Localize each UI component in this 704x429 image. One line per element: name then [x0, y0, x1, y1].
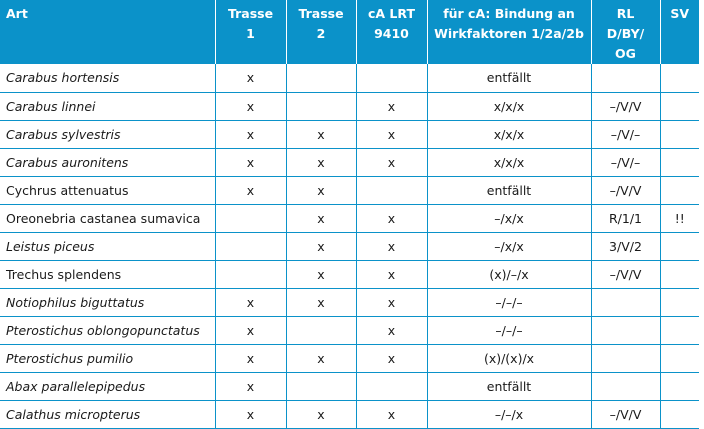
- table-row: [0, 372, 699, 400]
- table-row: [0, 232, 699, 260]
- header-art: Art: [0, 0, 215, 64]
- cell-art: Carabus linnei: [0, 92, 215, 120]
- cell-trasse-1: [215, 204, 286, 232]
- cell-rote-liste: –/V/–: [591, 148, 660, 176]
- cell-ca-lrt: x: [356, 316, 427, 344]
- cell-sv: [660, 148, 699, 176]
- cell-ca-lrt: x: [356, 232, 427, 260]
- cell-ca-lrt: x: [356, 148, 427, 176]
- cell-rote-liste: [591, 64, 660, 92]
- cell-rote-liste: 3/V/2: [591, 232, 660, 260]
- cell-rote-liste: R/1/1: [591, 204, 660, 232]
- cell-bindung: entfällt: [427, 64, 591, 92]
- cell-rote-liste: –/V/–: [591, 120, 660, 148]
- cell-trasse-2: [286, 92, 356, 120]
- cell-ca-lrt: [356, 64, 427, 92]
- cell-rote-liste: [591, 288, 660, 316]
- cell-sv: [660, 260, 699, 288]
- table-row: [0, 344, 699, 372]
- cell-sv: !!: [660, 204, 699, 232]
- table-row: [0, 120, 699, 148]
- cell-trasse-2: x: [286, 344, 356, 372]
- cell-rote-liste: –/V/V: [591, 176, 660, 204]
- cell-rote-liste: [591, 344, 660, 372]
- table-body: [0, 64, 699, 428]
- header-trasse-2: Trasse 2: [286, 0, 356, 64]
- table-row: [0, 148, 699, 176]
- cell-sv: [660, 176, 699, 204]
- cell-trasse-1: x: [215, 400, 286, 428]
- cell-rote-liste: [591, 316, 660, 344]
- cell-ca-lrt: x: [356, 260, 427, 288]
- cell-trasse-2: x: [286, 120, 356, 148]
- cell-trasse-2: [286, 372, 356, 400]
- cell-ca-lrt: [356, 372, 427, 400]
- cell-trasse-1: x: [215, 148, 286, 176]
- cell-art: Leistus piceus: [0, 232, 215, 260]
- cell-trasse-2: [286, 64, 356, 92]
- cell-ca-lrt: x: [356, 92, 427, 120]
- cell-art: Cychrus attenuatus: [0, 176, 215, 204]
- cell-trasse-1: x: [215, 288, 286, 316]
- cell-art: Carabus sylvestris: [0, 120, 215, 148]
- cell-bindung: entfällt: [427, 176, 591, 204]
- cell-art: Oreonebria castanea sumavica: [0, 204, 215, 232]
- table-row: [0, 260, 699, 288]
- table-row: [0, 316, 699, 344]
- cell-bindung: (x)/(x)/x: [427, 344, 591, 372]
- cell-art: Carabus hortensis: [0, 64, 215, 92]
- header-ca-lrt: cA LRT 9410: [356, 0, 427, 64]
- cell-trasse-1: x: [215, 120, 286, 148]
- cell-bindung: x/x/x: [427, 148, 591, 176]
- cell-bindung: entfällt: [427, 372, 591, 400]
- cell-art: Abax parallelepipedus: [0, 372, 215, 400]
- cell-sv: [660, 64, 699, 92]
- cell-bindung: (x)/–/x: [427, 260, 591, 288]
- cell-trasse-2: x: [286, 148, 356, 176]
- cell-bindung: –/x/x: [427, 232, 591, 260]
- table-header: [0, 0, 699, 64]
- cell-ca-lrt: x: [356, 204, 427, 232]
- cell-bindung: x/x/x: [427, 92, 591, 120]
- cell-art: Pterostichus pumilio: [0, 344, 215, 372]
- header-rote-liste: RL D/BY/ OG: [591, 0, 660, 64]
- cell-ca-lrt: [356, 176, 427, 204]
- cell-rote-liste: –/V/V: [591, 92, 660, 120]
- cell-ca-lrt: x: [356, 120, 427, 148]
- cell-rote-liste: –/V/V: [591, 400, 660, 428]
- cell-sv: [660, 344, 699, 372]
- table-row: [0, 204, 699, 232]
- cell-rote-liste: –/V/V: [591, 260, 660, 288]
- header-sv: SV: [660, 0, 699, 64]
- table-row: [0, 288, 699, 316]
- cell-trasse-1: x: [215, 92, 286, 120]
- cell-trasse-1: x: [215, 316, 286, 344]
- cell-bindung: –/–/–: [427, 288, 591, 316]
- cell-bindung: –/x/x: [427, 204, 591, 232]
- table-row: [0, 92, 699, 120]
- header-trasse-1: Trasse 1: [215, 0, 286, 64]
- cell-bindung: x/x/x: [427, 120, 591, 148]
- cell-trasse-2: x: [286, 176, 356, 204]
- cell-trasse-1: x: [215, 176, 286, 204]
- cell-trasse-1: x: [215, 372, 286, 400]
- cell-sv: [660, 232, 699, 260]
- cell-trasse-2: x: [286, 232, 356, 260]
- cell-bindung: –/–/x: [427, 400, 591, 428]
- cell-ca-lrt: x: [356, 288, 427, 316]
- cell-sv: [660, 120, 699, 148]
- cell-trasse-1: [215, 232, 286, 260]
- cell-ca-lrt: x: [356, 344, 427, 372]
- cell-sv: [660, 92, 699, 120]
- cell-art: Trechus splendens: [0, 260, 215, 288]
- header-bindung: für cA: Bindung an Wirkfaktoren 1/2a/2b: [427, 0, 591, 64]
- cell-sv: [660, 372, 699, 400]
- cell-ca-lrt: x: [356, 400, 427, 428]
- cell-trasse-2: x: [286, 204, 356, 232]
- cell-trasse-2: [286, 316, 356, 344]
- table-row: [0, 64, 699, 92]
- cell-art: Pterostichus oblongopunctatus: [0, 316, 215, 344]
- cell-sv: [660, 316, 699, 344]
- cell-trasse-2: x: [286, 288, 356, 316]
- cell-art: Carabus auronitens: [0, 148, 215, 176]
- header-row: [0, 0, 699, 64]
- cell-trasse-1: x: [215, 64, 286, 92]
- cell-sv: [660, 288, 699, 316]
- cell-art: Calathus micropterus: [0, 400, 215, 428]
- cell-trasse-2: x: [286, 400, 356, 428]
- cell-trasse-2: x: [286, 260, 356, 288]
- cell-art: Notiophilus biguttatus: [0, 288, 215, 316]
- table-row: [0, 176, 699, 204]
- cell-bindung: –/–/–: [427, 316, 591, 344]
- cell-trasse-1: x: [215, 344, 286, 372]
- cell-trasse-1: [215, 260, 286, 288]
- cell-rote-liste: [591, 372, 660, 400]
